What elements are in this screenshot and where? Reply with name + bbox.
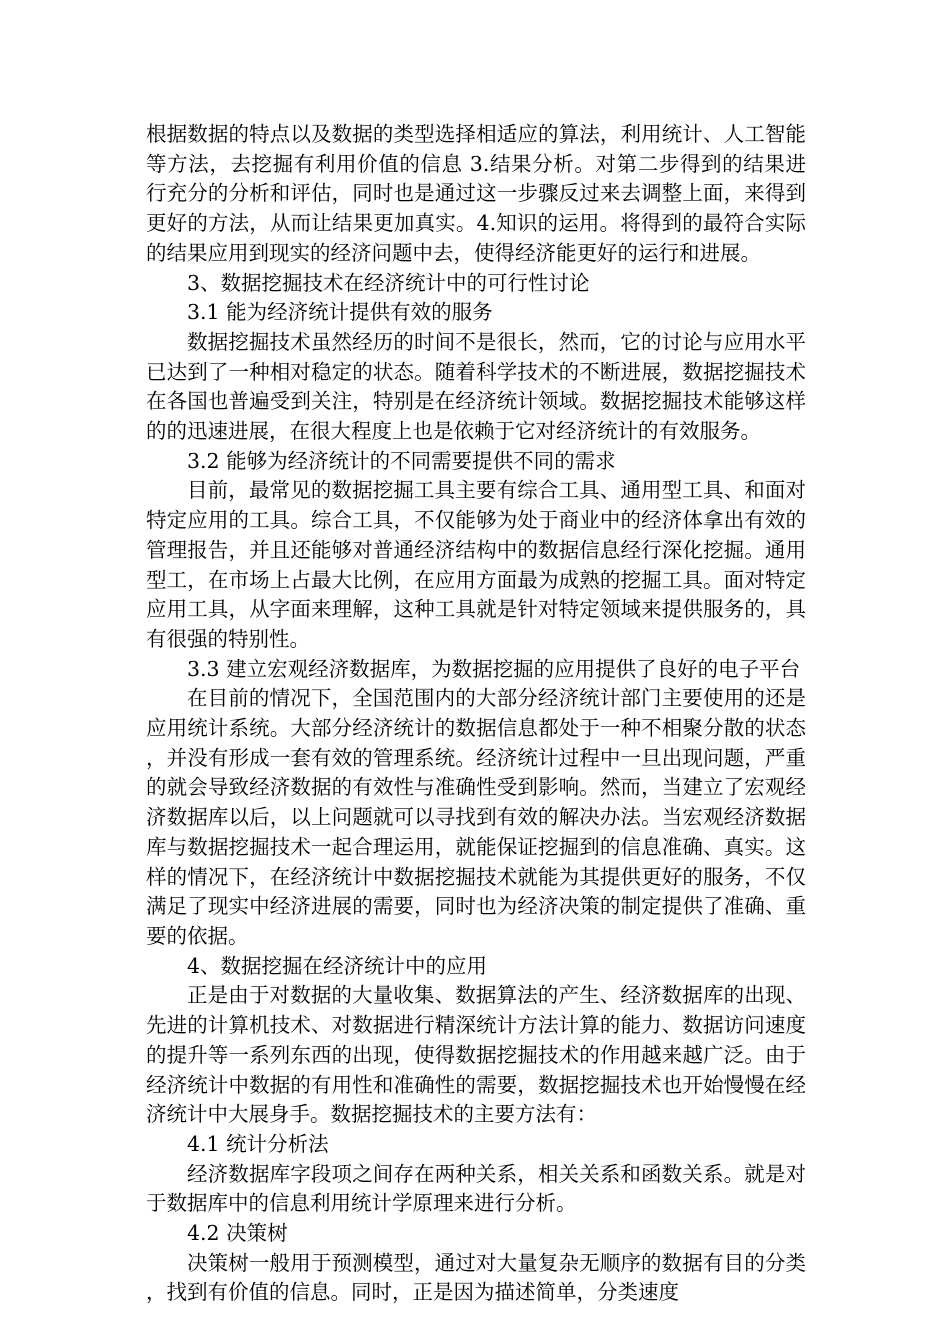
subsection-heading-3-3: 3.3 建立宏观经济数据库，为数据挖掘的应用提供了良好的电子平台	[187, 656, 801, 681]
document-body	[146, 120, 806, 1308]
subsection-heading-4-2: 4.2 决策树	[187, 1221, 288, 1246]
subsection-heading-3-2: 3.2 能够为经济统计的不同需要提供不同的需求	[187, 448, 616, 473]
paragraph-4-2: 决策树一般用于预测模型，通过对大量复杂无顺序的数据有目的分类，找到有价值的信息。同时，正是因为描述简单，分类速度	[146, 1250, 806, 1305]
section-heading-4: 4、数据挖掘在经济统计中的应用	[187, 953, 488, 978]
paragraph-4-1: 经济数据库字段项之间存在两种关系，相关关系和函数关系。就是对于数据库中的信息利用统计学原理来进行分析。	[146, 1161, 806, 1216]
paragraph-3-2: 目前，最常见的数据挖掘工具主要有综合工具、通用型工具、和面对特定应用的工具。综合工具，不仅能够为处于商业中的经济体拿出有效的管理报告，并且还能够对普通经济结构中的数据信息经行深化挖掘。通用型工，在市场上占最大比例，在应用方面最为成熟的挖掘工具。面对特定应用工具，从字面来理解，这种工具就是针对特定领域来提供服务的，具有很强的特别性。	[146, 478, 806, 651]
paragraph-4: 正是由于对数据的大量收集、数据算法的产生、经济数据库的出现、先进的计算机技术、对数据进行精深统计方法计算的能力、数据访问速度的提升等一系列东西的出现，使得数据挖掘技术的作用越来越广泛。由于经济统计中数据的有用性和准确性的需要，数据挖掘技术也开始慢慢在经济统计中大展身手。数据挖掘技术的主要方法有：	[146, 983, 806, 1127]
subsection-heading-4-1: 4.1 统计分析法	[187, 1131, 329, 1156]
paragraph-continuation: 根据数据的特点以及数据的类型选择相适应的算法，利用统计、人工智能等方法，去挖掘有利用价值的信息 3.结果分析。对第二步得到的结果进行充分的分析和评估，同时也是通过这一步骤反过来去调整上面，来得到更好的方法，从而让结果更加真实。4.知识的运用。将得到的最符合实际的结果应用到现实的经济问题中去，使得经济能更好的运行和进展。	[146, 122, 806, 265]
subsection-heading-3-1: 3.1 能为经济统计提供有效的服务	[187, 300, 493, 325]
paragraph-3-1: 数据挖掘技术虽然经历的时间不是很长，然而，它的讨论与应用水平已达到了一种相对稳定的状态。随着科学技术的不断进展，数据挖掘技术在各国也普遍受到关注，特别是在经济统计领域。数据挖掘技术能够这样的的迅速进展，在很大程度上也是依赖于它对经济统计的有效服务。	[146, 329, 806, 444]
section-heading-3: 3、数据挖掘技术在经济统计中的可行性讨论	[187, 270, 590, 295]
paragraph-3-3: 在目前的情况下，全国范围内的大部分经济统计部门主要使用的还是应用统计系统。大部分经济统计的数据信息都处于一种不相聚分散的状态，并没有形成一套有效的管理系统。经济统计过程中一旦出现问题，严重的就会导致经济数据的有效性与准确性受到影响。然而，当建立了宏观经济数据库以后，以上问题就可以寻找到有效的解决办法。当宏观经济数据库与数据挖掘技术一起合理运用，就能保证挖掘到的信息准确、真实。这样的情况下，在经济统计中数据挖掘技术就能为其提供更好的服务，不仅满足了现实中经济进展的需要，同时也为经济决策的制定提供了准确、重要的依据。	[146, 686, 806, 948]
